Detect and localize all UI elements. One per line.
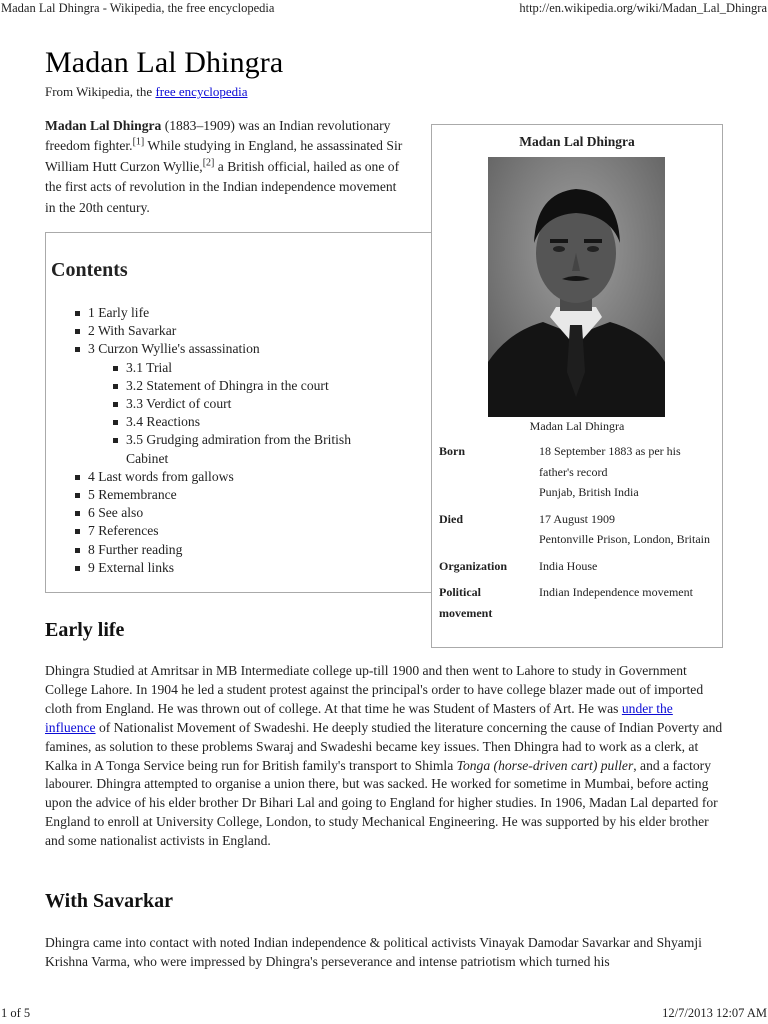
- toc-item-label[interactable]: 3 Curzon Wyllie's assassination: [88, 341, 260, 357]
- infobox-value: [537, 509, 719, 556]
- toc-subitem-grudging-admiration[interactable]: [111, 431, 371, 467]
- infobox-value-line: India House: [539, 558, 598, 573]
- infobox-value: [537, 582, 719, 629]
- infobox-value-line: Punjab, British India: [539, 485, 639, 499]
- toc-title: Contents: [51, 259, 128, 281]
- infobox-value-line: Pentonville Prison, London, Britain: [539, 532, 710, 546]
- toc-item-references[interactable]: 7 References: [73, 522, 371, 540]
- portrait-illustration: [488, 157, 665, 417]
- print-page-title: Madan Lal Dhingra - Wikipedia, the free encyclopedia: [1, 1, 275, 15]
- reference-1[interactable]: [1]: [132, 136, 145, 148]
- infobox-label: Born: [439, 444, 466, 458]
- toc-item-see-also[interactable]: 6 See also: [73, 504, 371, 522]
- infobox-value: [537, 441, 719, 509]
- tagline: [45, 84, 247, 100]
- early-life-italic-text: Tonga (horse-driven cart) puller: [456, 757, 634, 773]
- section-heading-with-savarkar: With Savarkar: [45, 890, 173, 912]
- infobox-title: Madan Lal Dhingra: [519, 134, 635, 149]
- tagline-prefix: From Wikipedia, the: [45, 84, 156, 99]
- toc-item-last-words[interactable]: 4 Last words from gallows: [73, 468, 371, 486]
- early-life-text-1: Dhingra Studied at Amritsar in MB Intermediate college up-till 1900 and then went to Lahore to study in Government College Lahore. In 1904 he led a student protest against the principal's order to have college blazer made out of imported cloth from England. He was thrown out of college. At that time he was Student of Masters of Art. He was: [45, 663, 704, 716]
- early-life-paragraph: [45, 662, 725, 851]
- intro-paragraph: [45, 116, 410, 218]
- print-footer: [0, 1004, 768, 1024]
- toc-subitem-statement[interactable]: 3.2 Statement of Dhingra in the court: [111, 377, 371, 395]
- infobox-row-born: [437, 441, 719, 509]
- toc-item-remembrance[interactable]: 5 Remembrance: [73, 486, 371, 504]
- toc-sublist: [88, 359, 371, 468]
- table-of-contents: [45, 232, 432, 593]
- infobox-row-political-movement: [437, 582, 719, 629]
- intro-text-1: (1883–1909) was an Indian revolutionary freedom fighter.: [45, 118, 391, 154]
- infobox-value-line: Indian Independence movement: [539, 585, 693, 599]
- toc-item-with-savarkar[interactable]: 2 With Savarkar: [73, 322, 371, 340]
- infobox-table: [437, 441, 719, 629]
- infobox: [431, 124, 723, 648]
- toc-item-label[interactable]: 3.5 Grudging admiration from the British Cabinet: [126, 432, 352, 466]
- infobox-label: Organization: [439, 558, 507, 573]
- early-life-text-2: of Nationalist Movement of Swadeshi. He deeply studied the literature concerning the cause of Indian Poverty and famines, as solution to these problems Swaraj and Swadeshi became key issues. Then Dhingra had to work as a clerk, at Kalka in A Tonga Service being run for British family's transport to Shimla: [45, 719, 723, 773]
- toc-item-assassination[interactable]: [73, 340, 371, 467]
- under-the-influence-link[interactable]: under the influence: [45, 700, 673, 735]
- toc-subitem-reactions[interactable]: 3.4 Reactions: [111, 413, 371, 431]
- toc-list: [73, 304, 371, 577]
- early-life-text-3: , and a factory labourer. Dhingra attempted to organise a union there, but was sacked. He worked for sometime in Mumbai, before acting upon the advice of his elder brother Dr Bihari Lal and going to England for higher studies. In 1906, Madan Lal departed for England to enroll at University College, London, to study Mechanical Engineering. He was supported by his elder brother and some nationalist activists in England.: [45, 757, 718, 849]
- infobox-value: [537, 556, 719, 583]
- print-page-url: http://en.wikipedia.org/wiki/Madan_Lal_Dhingra: [519, 1, 767, 15]
- infobox-label: Died: [439, 511, 463, 526]
- intro-text-2: While studying in England, he assassinated Sir William Hutt Curzon Wyllie,: [45, 138, 403, 174]
- print-header: [0, 0, 768, 18]
- toc-item-external-links[interactable]: 9 External links: [73, 559, 371, 577]
- infobox-value-line: 18 September 1883 as per his father's record: [539, 444, 681, 479]
- toc-item-further-reading[interactable]: 8 Further reading: [73, 541, 371, 559]
- print-date: 12/7/2013 12:07 AM: [662, 1006, 767, 1020]
- page-title: Madan Lal Dhingra: [45, 46, 284, 79]
- infobox-row-died: [437, 509, 719, 556]
- reference-2[interactable]: [2]: [202, 157, 215, 169]
- section-heading-early-life: Early life: [45, 619, 125, 641]
- toc-subitem-trial[interactable]: 3.1 Trial: [111, 359, 371, 377]
- intro-text-3: a British official, hailed as one of the first acts of revolution in the Indian independence movement in the 20th century.: [45, 158, 400, 215]
- portrait-photo[interactable]: [488, 157, 665, 417]
- page-count: 1 of 5: [1, 1006, 31, 1020]
- infobox-value-line: 17 August 1909: [539, 511, 616, 526]
- intro-subject-name: Madan Lal Dhingra: [45, 118, 162, 133]
- with-savarkar-paragraph: Dhingra came into contact with noted Indian independence & political activists Vinayak Damodar Savarkar and Shyamji Krishna Varma, who were impressed by Dhingra's perseverance and intense patriotism which turned his: [45, 935, 702, 969]
- infobox-label: Political movement: [439, 585, 493, 620]
- infobox-row-organization: [437, 556, 719, 583]
- toc-subitem-verdict[interactable]: 3.3 Verdict of court: [111, 395, 371, 413]
- portrait-caption: Madan Lal Dhingra: [529, 419, 625, 433]
- free-encyclopedia-link[interactable]: free encyclopedia: [155, 84, 248, 99]
- toc-item-early-life[interactable]: 1 Early life: [73, 304, 371, 322]
